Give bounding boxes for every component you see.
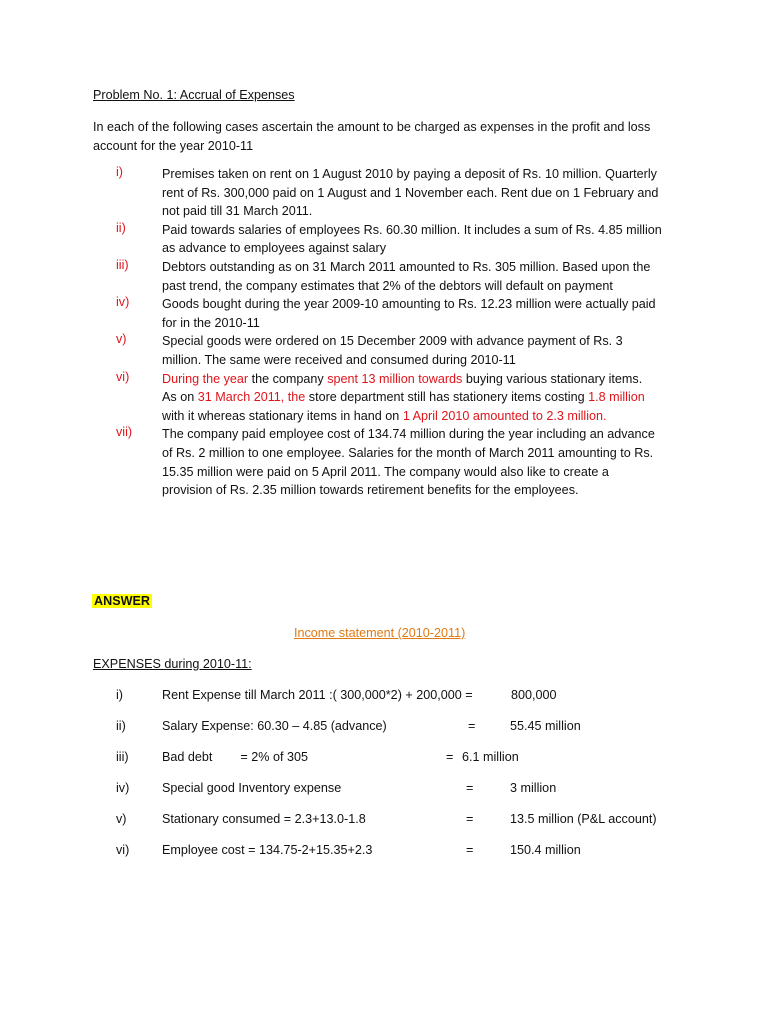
- item-text: [162, 258, 687, 295]
- equals-sign: =: [466, 812, 474, 826]
- expense-value: 13.5 million (P&L account): [510, 812, 657, 826]
- item-text: [162, 370, 687, 426]
- item-number: vi): [116, 369, 130, 384]
- item-line: provision of Rs. 2.35 million towards retirement benefits for the employees.: [162, 483, 579, 498]
- highlight-text: During the year: [162, 371, 249, 386]
- item-line: 15.35 million were paid on 5 April 2011. The company would also like to create a: [162, 464, 609, 479]
- plain-text: with it whereas stationary items in hand on: [162, 408, 403, 423]
- answer-heading: [92, 594, 152, 608]
- expense-description: Special good Inventory expense: [162, 781, 342, 795]
- item-line: [162, 407, 687, 426]
- item-line: Goods bought during the year 2009-10 amounting to Rs. 12.23 million were actually paid: [162, 297, 656, 312]
- problem-item: [0, 370, 768, 426]
- intro-line-2: account for the year 2010-11: [93, 138, 254, 153]
- problem-item: [0, 425, 768, 499]
- plain-text: buying various stationary items.: [462, 371, 643, 386]
- item-line: of Rs. 2 million to one employee. Salaries for the month of March 2011 amounting to Rs.: [162, 445, 654, 460]
- expense-number: ii): [116, 719, 126, 733]
- item-text: [162, 332, 687, 369]
- expenses-heading: EXPENSES during 2010-11:: [93, 657, 252, 671]
- expense-row: [0, 812, 768, 832]
- plain-text: the company: [248, 371, 328, 386]
- problem-item: [0, 221, 768, 258]
- highlight-text: 1 April 2010 amounted to 2.3 million.: [402, 408, 607, 423]
- item-line: [162, 388, 687, 407]
- item-line: past trend, the company estimates that 2% of the debtors will default on payment: [162, 278, 613, 293]
- equals-sign: =: [466, 843, 474, 857]
- expense-value: 150.4 million: [510, 843, 581, 857]
- item-line: Debtors outstanding as on 31 March 2011 amounted to Rs. 305 million. Based upon the: [162, 259, 651, 274]
- expense-number: i): [116, 688, 123, 702]
- item-text: [162, 165, 687, 221]
- plain-text: store department still has stationery items costing: [305, 390, 589, 405]
- item-line: Premises taken on rent on 1 August 2010 by paying a deposit of Rs. 10 million. Quarterly: [162, 167, 657, 181]
- problem-item: [0, 332, 768, 369]
- item-line: not paid till 31 March 2011.: [162, 204, 313, 219]
- expense-value: 800,000: [511, 688, 557, 702]
- expense-description: Stationary consumed = 2.3+13.0-1.8: [162, 812, 366, 826]
- item-number: iv): [116, 295, 130, 310]
- problem-intro: [93, 118, 683, 155]
- equals-sign: =: [446, 750, 454, 764]
- item-text: [162, 295, 687, 332]
- item-line: million. The same were received and consumed during 2010-11: [162, 352, 516, 367]
- expense-number: vi): [116, 843, 130, 857]
- expense-description: Bad debt = 2% of 305: [162, 750, 308, 764]
- item-line: [162, 370, 687, 389]
- equals-sign: =: [466, 781, 474, 795]
- expense-value: 6.1 million: [462, 750, 519, 764]
- expense-number: v): [116, 812, 127, 826]
- item-text: [162, 425, 687, 499]
- problem-items: [0, 165, 768, 500]
- highlight-text: 31 March 2011, the: [197, 390, 306, 405]
- plain-text: As on: [162, 390, 198, 405]
- expense-description: Salary Expense: 60.30 – 4.85 (advance): [162, 719, 387, 733]
- problem-item: [0, 295, 768, 332]
- expense-value: 3 million: [510, 781, 557, 795]
- intro-line-1: In each of the following cases ascertain the amount to be charged as expenses in the profit and loss: [93, 120, 651, 134]
- highlight-text: 1.8 million: [588, 390, 645, 405]
- item-line: as advance to employees against salary: [162, 241, 387, 256]
- expense-number: iv): [116, 781, 130, 795]
- expense-row: [0, 688, 768, 708]
- item-line: Special goods were ordered on 15 December 2009 with advance payment of Rs. 3: [162, 334, 623, 349]
- item-number: ii): [116, 220, 126, 235]
- expense-number: iii): [116, 750, 129, 764]
- item-number: vii): [116, 425, 133, 440]
- problem-title: Problem No. 1: Accrual of Expenses: [93, 88, 295, 102]
- item-line: for in the 2010-11: [162, 315, 260, 330]
- item-number: i): [116, 165, 123, 179]
- answer-label: ANSWER: [94, 594, 150, 608]
- item-line: The company paid employee cost of 134.74 million during the year including an advance: [162, 427, 655, 442]
- statement-title: Income statement (2010-2011): [294, 626, 466, 640]
- expense-row: [0, 781, 768, 801]
- highlight-text: spent 13 million towards: [327, 371, 463, 386]
- expense-row: [0, 843, 768, 863]
- expense-row: [0, 719, 768, 739]
- expense-description: Rent Expense till March 2011 :( 300,000*2) + 200,000 =: [162, 688, 473, 702]
- item-line: Paid towards salaries of employees Rs. 60.30 million. It includes a sum of Rs. 4.85 million: [162, 222, 662, 237]
- item-number: iii): [116, 257, 129, 272]
- item-line: rent of Rs. 300,000 paid on 1 August and 1 November each. Rent due on 1 February and: [162, 185, 659, 200]
- item-number: v): [116, 332, 127, 347]
- expense-value: 55.45 million: [510, 719, 581, 733]
- problem-item: [0, 165, 768, 221]
- item-text: [162, 221, 687, 258]
- equals-sign: =: [468, 719, 476, 733]
- expense-row: [0, 750, 768, 770]
- problem-item: [0, 258, 768, 295]
- expense-description: Employee cost = 134.75-2+15.35+2.3: [162, 843, 373, 857]
